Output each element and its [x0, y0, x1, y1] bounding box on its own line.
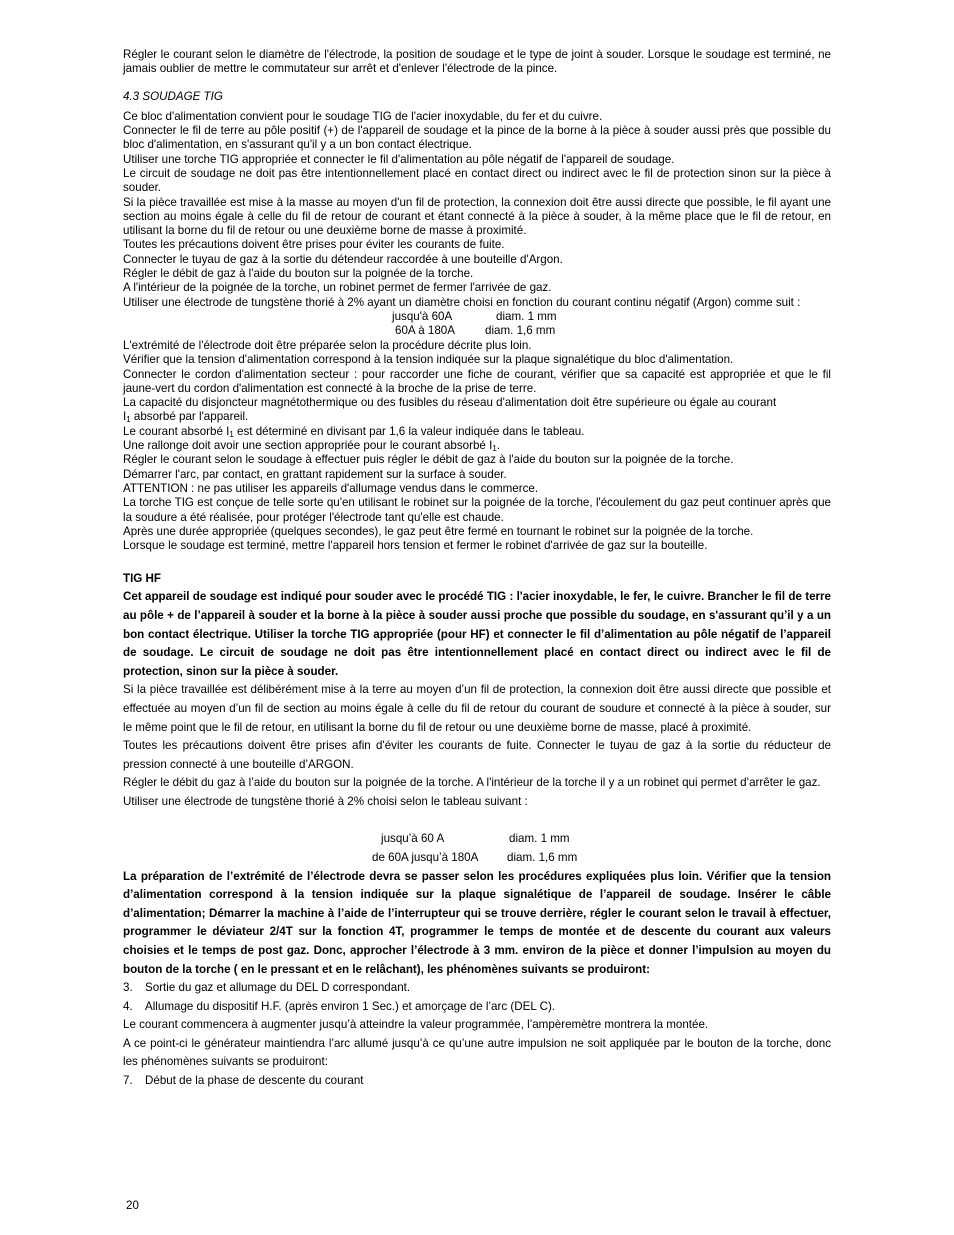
tig-paragraph: Régler le débit de gaz à l'aide du bouton sur la poignée de la torche.	[123, 267, 474, 281]
table-cell-diameter: diam. 1,6 mm	[485, 323, 556, 337]
list-text: Allumage du dispositif H.F. (après environ 1 Sec.) et amorçage de l’arc (DEL C).	[145, 999, 556, 1013]
table-cell-current: jusqu'à 60A	[392, 309, 453, 323]
hf-paragraph: A ce point-ci le générateur maintiendra l’arc allumé jusqu’à ce qu’une autre impulsion ne soit appliquée par le bouton de la torche, donc les phénomènes suivants se produiront:	[123, 1036, 831, 1069]
table-cell-current: 60A à 180A	[395, 323, 455, 337]
table-cell-diameter: diam. 1,6 mm	[507, 850, 578, 864]
tig-paragraph: Si la pièce travaillée est mise à la masse au moyen d'un fil de protection, la connexion doit être aussi directe que possible, le fil ayant une section au moins égale à celle du fil de retour de courant et étant connecté à la pièce à souder, à la même place que le fil de retour, en utilisant la borne du fil de retour ou une deuxième borne de masse à proximité.	[123, 195, 831, 238]
tig-hf-section-body	[123, 588, 831, 1090]
absorbed-current-paragraph	[123, 425, 831, 439]
tig-section-body	[123, 110, 831, 554]
list-number: 4.	[123, 999, 133, 1013]
current-symbol: I	[226, 424, 230, 438]
breaker-paragraph	[123, 396, 831, 425]
list-text: Sortie du gaz et allumage du DEL D correspondant.	[145, 981, 411, 995]
hf-bold-procedure: La préparation de l’extrémité de l’électrode devra se passer selon les procédures expliquées plus loin. Vérifier que la tension d’alimentation correspond à la tension indiquée sur la plaque signalétique de l’appareil de soudage. Insérer le câble d’alimentation; Démarrer la machine à l’aide de l’interrupteur qui se trouve derrière, régler le courant selon le travail à effectuer, programmer le déviateur 2/4T sur la fonction 4T, programmer le temps de montée et de descente du courant aux valeurs choisies et le temps de post gaz. Donc, approcher l’électrode à 3 mm. environ de la pièce et donner l’impulsion au moyen du bouton de la torche ( en le pressant et en le relâchant), les phénomènes suivants se produiront:	[123, 869, 831, 976]
hf-paragraph: Utiliser une électrode de tungstène thorié à 2% choisi selon le tableau suivant :	[123, 794, 528, 808]
tig-paragraph: A l'intérieur de la poignée de la torche, un robinet permet de fermer l'arrivée de gaz.	[123, 281, 552, 295]
table-cell-diameter: diam. 1 mm	[509, 831, 570, 845]
tig-paragraph: Ce bloc d'alimentation convient pour le soudage TIG de l'acier inoxydable, du fer et du cuivre.	[123, 109, 603, 123]
hf-paragraph: Toutes les précautions doivent être prises afin d'éviter les courants de fuite. Connecter le tuyau de gaz à la sortie du réducteur de pression connecté à une bouteille d’ARGON.	[123, 739, 831, 771]
tig-paragraph: Connecter le cordon d'alimentation secteur : pour raccorder une fiche de courant, vérifier que sa capacité est appropriée et que le fil jaune-vert du cordon d'alimentation est connecté à la broche de la prise de terre.	[123, 367, 831, 395]
absorbed-pre: Le courant absorbé	[123, 424, 227, 438]
list-item	[123, 979, 831, 998]
current-symbol: I	[123, 410, 127, 424]
extension-post: .	[496, 439, 501, 453]
table-cell-diameter: diam. 1 mm	[496, 309, 557, 323]
absorbed-post: est déterminé en divisant par 1,6 la valeur indiquée dans le tableau.	[233, 424, 585, 438]
extension-cord-paragraph	[123, 439, 831, 453]
table-cell-current: jusqu’à 60 A	[381, 831, 445, 845]
electrode-table-hf	[123, 830, 831, 868]
breaker-tail: absorbé par l'appareil.	[130, 410, 249, 424]
list-item	[123, 1072, 831, 1091]
tig-paragraph: Après une durée appropriée (quelques secondes), le gaz peut être fermé en tournant le robinet sur la poignée de la torche.	[123, 524, 754, 538]
tig-paragraph: L'extrémité de l'électrode doit être préparée selon la procédure décrite plus loin.	[123, 338, 532, 352]
tig-paragraph: Toutes les précautions doivent être prises pour éviter les courants de fuite.	[123, 238, 505, 252]
hf-bold-paragraph: Cet appareil de soudage est indiqué pour souder avec le procédé TIG : l'acier inoxydable, le fer, le cuivre. Brancher le fil de terre au pôle + de l’appareil à souder et la borne à la pièce à souder aussi proche que possible du soudage, en s'assurant qu’il y a un bon contact électrique. Utiliser la torche TIG appropriée (pour HF) et connecter le fil d’alimentation au pôle négatif de l’appareil de soudage. Le circuit de soudage ne doit pas être intentionnellement placé en contact direct ou indirect avec le fil de protection, sinon sur la pièce à souder.	[123, 590, 831, 678]
current-symbol: I	[489, 439, 493, 453]
list-item	[123, 998, 831, 1017]
intro-paragraph: Régler le courant selon le diamètre de l'électrode, la position de soudage et le type de joint à souder. Lorsque le soudage est terminé, ne jamais oublier de mettre le commutateur sur arrêt et d'enlever l'électrode de la pince.	[123, 48, 831, 76]
tig-paragraph: ATTENTION : ne pas utiliser les appareils d'allumage vendus dans le commerce.	[123, 481, 539, 495]
tig-paragraph: Lorsque le soudage est terminé, mettre l'appareil hors tension et fermer le robinet d'arrivée de gaz sur la bouteille.	[123, 539, 708, 553]
electrode-table-tig	[123, 310, 831, 339]
spacer	[123, 812, 831, 830]
tig-paragraph: Utiliser une torche TIG appropriée et connecter le fil d'alimentation au pôle négatif de l'appareil de soudage.	[123, 152, 675, 166]
table-cell-current: de 60A jusqu’à 180A	[372, 850, 479, 864]
hf-paragraph: Si la pièce travaillée est délibérément mise à la terre au moyen d’un fil de protection, la connexion doit être aussi directe que possible et effectuée au moyen d’un fil de section au moins égale à celle du fil de retour du courant de soudure et connecté à la pièce à souder, sur le même point que le fil de retour, en utilisant la borne du fil de retour ou une deuxième borne de masse, placé à proximité.	[123, 683, 831, 734]
tig-paragraph: Régler le courant selon le soudage à effectuer puis régler le débit de gaz à l'aide du bouton sur la poignée de la torche.	[123, 453, 734, 467]
page-number: 20	[126, 1199, 139, 1212]
list-number: 3.	[123, 981, 133, 995]
section-heading-tig-hf: TIG HF	[123, 572, 161, 586]
current-subscript: 1	[492, 444, 497, 454]
hf-paragraph: Régler le débit du gaz à l’aide du bouton sur la poignée de la torche. A l'intérieur de la torche il y a un robinet qui permet d’arrêter le gaz.	[123, 776, 821, 790]
tig-paragraph: Connecter le tuyau de gaz à la sortie du détendeur raccordée à une bouteille d'Argon.	[123, 252, 563, 266]
breaker-text: La capacité du disjoncteur magnétothermique ou des fusibles du réseau d'alimentation doit être supérieure ou égale au courant	[123, 396, 777, 410]
current-subscript: 1	[126, 415, 131, 425]
current-subscript: 1	[229, 429, 234, 439]
tig-paragraph: Vérifier que la tension d'alimentation correspond à la tension indiquée sur la plaque signalétique du bloc d'alimentation.	[123, 353, 734, 367]
list-text: Début de la phase de descente du courant	[145, 1074, 364, 1088]
hf-paragraph: Le courant commencera à augmenter jusqu’à atteindre la valeur programmée, l’ampèremètre montrera la montée.	[123, 1018, 709, 1032]
page-content	[123, 48, 831, 1091]
list-number: 7.	[123, 1074, 133, 1088]
extension-pre: Une rallonge doit avoir une section appropriée pour le courant absorbé	[123, 439, 490, 453]
section-heading-tig: 4.3 SOUDAGE TIG	[123, 89, 223, 103]
tig-paragraph: Utiliser une électrode de tungstène thorié à 2% ayant un diamètre choisi en fonction du courant continu négatif (Argon) comme suit :	[123, 295, 801, 309]
tig-paragraph: La torche TIG est conçue de telle sorte qu'en utilisant le robinet sur la poignée de la torche, l'écoulement du gaz peut continuer après que la soudure a été réalisée, pour protéger l'électrode tant qu'elle est chaude.	[123, 496, 831, 524]
tig-paragraph: Connecter le fil de terre au pôle positif (+) de l'appareil de soudage et la pince de la borne à la pièce à souder aussi près que possible du bloc d'alimentation, en s'assurant qu'il y a un bon contact électrique.	[123, 124, 831, 152]
tig-paragraph: Démarrer l'arc, par contact, en grattant rapidement sur la surface à souder.	[123, 467, 507, 481]
tig-paragraph: Le circuit de soudage ne doit pas être intentionnellement placé en contact direct ou indirect avec le fil de protection sinon sur la pièce à souder.	[123, 167, 831, 195]
